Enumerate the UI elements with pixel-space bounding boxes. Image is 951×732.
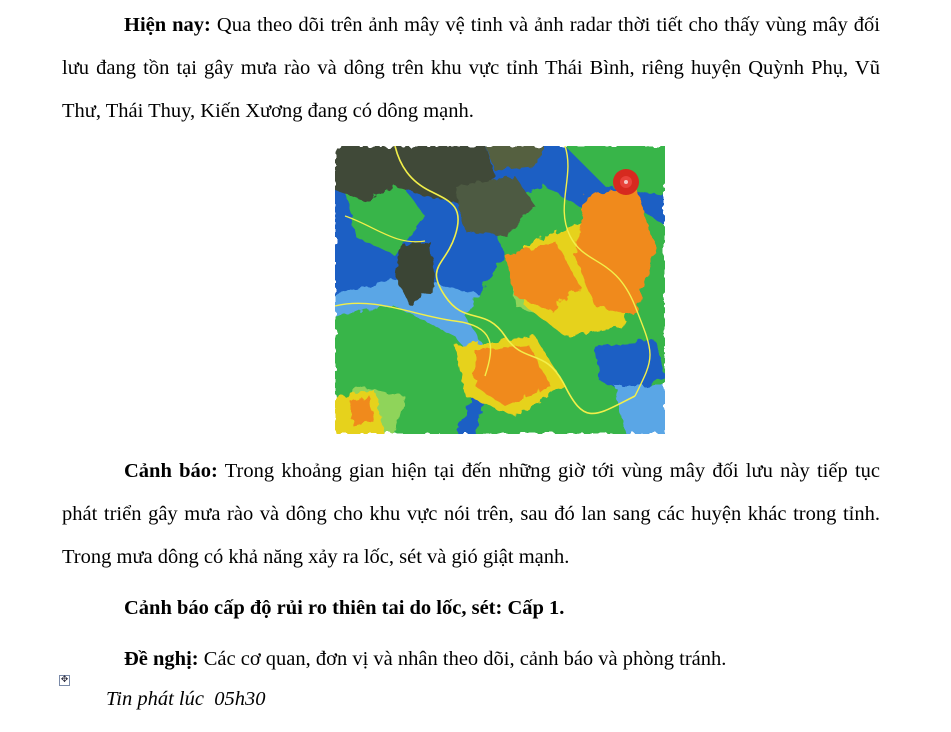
- radar-image: [335, 146, 665, 434]
- text-recommendation: Các cơ quan, đơn vị và nhân theo dõi, cảnh báo và phòng tránh.: [198, 648, 727, 670]
- move-anchor-icon[interactable]: ✥: [60, 675, 69, 685]
- label-risk-level: Cảnh báo cấp độ rủi ro thiên tai do lốc, sét: Cấp 1.: [124, 597, 565, 619]
- paragraph-current-situation: [62, 4, 880, 133]
- label-current: Hiện nay:: [124, 14, 211, 36]
- issued-time: Tin phát lúc 05h30: [106, 688, 266, 710]
- label-warning: Cảnh báo:: [124, 460, 218, 482]
- text-warning: Trong khoảng gian hiện tại đến những giờ tới vùng mây đối lưu này tiếp tục phát triển gây mưa rào và dông cho khu vực nói trên, sau đó lan sang các huyện khác trong tỉnh. Trong mưa dông có khả năng xảy ra lốc, sét và gió giật mạnh.: [62, 460, 880, 568]
- paragraph-recommendation: [62, 638, 880, 681]
- paragraph-risk-level: [62, 587, 880, 630]
- paragraph-warning: [62, 450, 880, 579]
- label-recommendation: Đề nghị:: [124, 648, 199, 670]
- radar-map: [335, 146, 665, 434]
- text-current: Qua theo dõi trên ảnh mây vệ tinh và ảnh radar thời tiết cho thấy vùng mây đối lưu đang tồn tại gây mưa rào và dông trên khu vực tỉnh Thái Bình, riêng huyện Quỳnh Phụ, Vũ Thư, Thái Thuy, Kiến Xương đang có dông mạnh.: [62, 14, 880, 122]
